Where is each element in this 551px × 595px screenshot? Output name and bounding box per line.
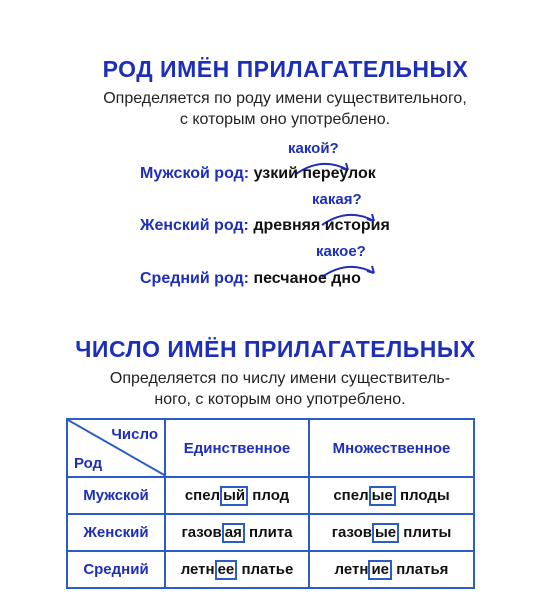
table-header-row [67,419,474,477]
stem: спел [184,486,221,504]
gender-description [70,88,500,130]
stem: газов [331,523,372,541]
stem: летн [334,560,369,578]
section-title-number: ЧИСЛО ИМЁН ПРИЛАГАТЕЛЬНЫХ [75,336,476,362]
column-header-plural: Множественное [309,419,474,477]
question-neuter: какое? [316,243,366,260]
row-label: Мужской [67,477,165,514]
ending-box: ее [215,560,238,580]
noun: платья [396,560,449,578]
stem: газов [181,523,222,541]
ending-box: ая [222,523,245,543]
number-description-line2: ного, с которым оно употреблено. [154,391,406,408]
noun: плиты [403,523,452,541]
example-label: Женский род: [140,217,249,234]
noun: плод [252,486,290,504]
gender-description-line2: с которым оно употреблено. [179,111,391,128]
noun: платье [241,560,294,578]
ending-box: ый [220,486,248,506]
number-description-line1: Определяется по числу имени существитель- [109,370,451,387]
question-masculine: какой? [288,140,339,157]
example-text: древняя история [253,217,390,234]
table-row [67,551,474,588]
noun: плоды [399,486,450,504]
ending-box: ые [372,523,399,543]
singular-cell [165,551,309,588]
plural-cell [309,551,474,588]
example-label: Мужской род: [140,165,250,182]
example-masculine [140,165,376,183]
stem: летн [180,560,215,578]
example-feminine [140,217,390,235]
row-label: Средний [67,551,165,588]
gender-description-line1: Определяется по роду имени существительного, [103,90,467,107]
example-text: песчаное дно [253,270,361,287]
number-table [66,418,475,589]
corner-label-gender: Род [74,455,103,472]
ending-box: ие [368,560,392,580]
plural-cell [309,514,474,551]
example-text: узкий переулок [253,165,376,182]
singular-cell [165,477,309,514]
section-title-gender: РОД ИМЁН ПРИЛАГАТЕЛЬНЫХ [102,56,469,82]
example-neuter [140,270,361,288]
example-label: Средний род: [140,270,249,287]
question-feminine: какая? [312,191,362,208]
row-label: Женский [67,514,165,551]
noun: плита [249,523,293,541]
table-row [67,514,474,551]
table-row [67,477,474,514]
corner-label-number: Число [111,426,158,443]
ending-box: ые [369,486,396,506]
stem: спел [333,486,369,504]
corner-cell [67,419,165,477]
plural-cell [309,477,474,514]
singular-cell [165,514,309,551]
number-description [60,368,500,410]
column-header-singular: Единственное [165,419,309,477]
